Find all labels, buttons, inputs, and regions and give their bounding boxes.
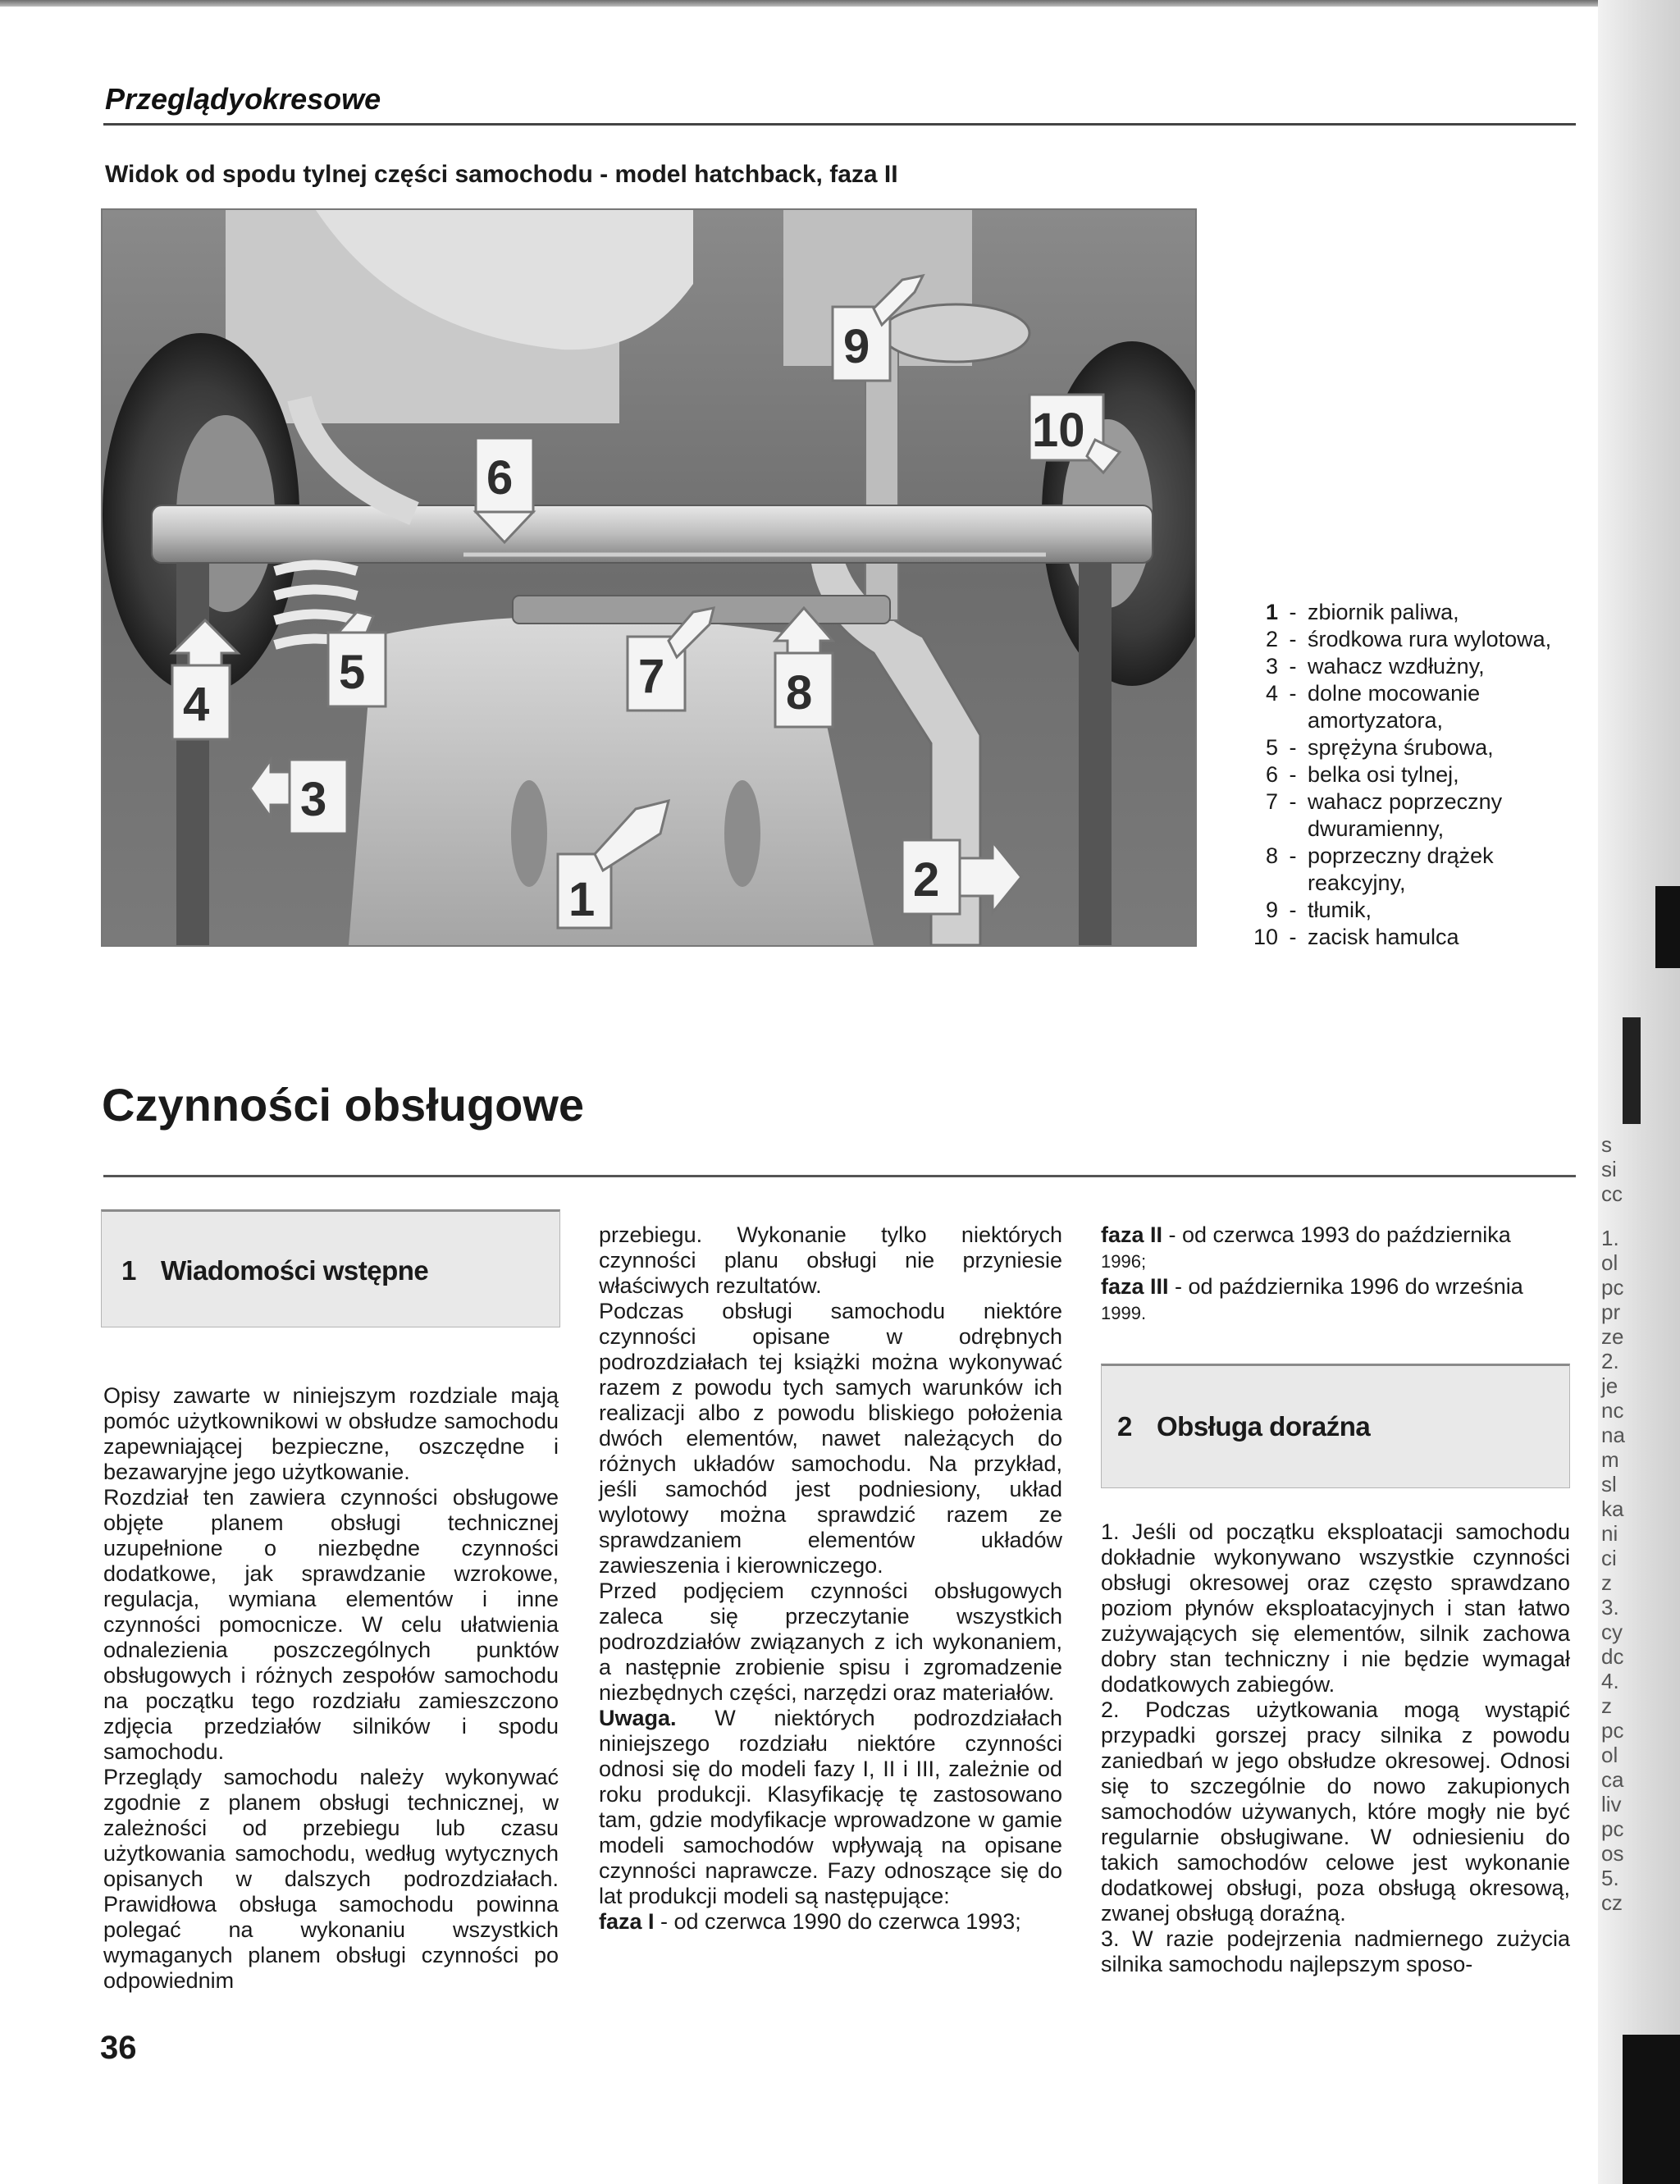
adjacent-page-edge (1598, 0, 1680, 2184)
adjacent-text: pc (1601, 1275, 1624, 1300)
legend-text-continued: dwuramienny, (1308, 816, 1445, 841)
column-1 (103, 1383, 559, 1994)
adjacent-heading-mark (1623, 1017, 1641, 1075)
adjacent-text: ka (1601, 1496, 1624, 1521)
legend-text: wahacz wzdłużny, (1308, 654, 1485, 679)
paragraph: 2. Podczas użytkowania mogą wystąpić przypadki gorszej pracy silnika z powodu zaniedbań w jego obsłudze okresowej. Odnosi się to szczególnie do nowo zakupionych samochodów używanych, które mogły nie być regularnie obsługiwane. W odniesieniu do takich samochodów celowe jest wykonanie dodatkowej obsługi, poza obsługą okresową, zwanej obsługą doraźną. (1101, 1697, 1570, 1926)
legend-number: 9 (1265, 898, 1278, 922)
legend-text: wahacz poprzeczny (1308, 789, 1503, 814)
note-label: Uwaga. (599, 1706, 677, 1730)
phase-2-line (1101, 1222, 1570, 1274)
legend-text-continued: reakcyjny, (1308, 870, 1406, 895)
legend-dash: - (1289, 898, 1297, 922)
legend-number: 7 (1265, 789, 1278, 814)
adjacent-text: 1. (1601, 1226, 1619, 1250)
legend-item (1244, 761, 1596, 788)
phase-3-line (1101, 1274, 1570, 1326)
adjacent-text: ze (1601, 1324, 1624, 1349)
adjacent-text: 3. (1601, 1595, 1619, 1620)
adjacent-text: pc (1601, 1816, 1624, 1841)
legend-dash: - (1289, 925, 1297, 949)
svg-text:6: 6 (486, 451, 514, 505)
adjacent-text: liv (1601, 1792, 1622, 1816)
svg-text:4: 4 (183, 678, 210, 731)
legend-text: zacisk hamulca (1308, 925, 1459, 949)
legend-number: 8 (1265, 843, 1278, 868)
legend-number: 4 (1265, 681, 1278, 706)
adjacent-text: z (1601, 1570, 1612, 1595)
legend-dash: - (1289, 735, 1297, 760)
phase-3-label: faza III (1101, 1274, 1169, 1299)
section-title: Czynności obsługowe (102, 1079, 585, 1131)
column-2 (599, 1222, 1062, 1935)
legend-dash: - (1289, 654, 1297, 679)
paragraph: 3. W razie podejrzenia nadmiernego zużycia silnika samochodu najlepszym sposo- (1101, 1926, 1570, 1976)
adjacent-text: ni (1601, 1521, 1618, 1546)
legend-item (1244, 897, 1596, 924)
legend-text: belka osi tylnej, (1308, 762, 1459, 787)
legend-dash: - (1289, 843, 1297, 868)
adjacent-text: m (1601, 1447, 1619, 1472)
adjacent-dark-strip (1623, 2035, 1680, 2184)
subsection-1-title: Wiadomości wstępne (161, 1255, 429, 1286)
subsection-2-number: 2 (1117, 1411, 1132, 1442)
paragraph: Rozdział ten zawiera czynności obsługowe objęte planem obsługi technicznej uzupełnione o niezbędne czynności dodatkowe, jak sprawdzanie wzrokowe, regulacja, wymiana elementów i inne czynności pomocnicze. W celu ułatwienia odnalezienia poszczególnych punktów obsługowych i różnych zespołów samochodu na początku tego rozdziału zamieszczono zdjęcia przedziałów silników i spodu samochodu. (103, 1485, 559, 1764)
svg-text:7: 7 (638, 650, 665, 703)
column-3 (1101, 1222, 1570, 1326)
figure-legend (1244, 599, 1596, 951)
adjacent-text: 5. (1601, 1866, 1619, 1890)
paragraph: 1. Jeśli od początku eksploatacji samochodu dokładnie wykonywano wszystkie czynności obsługi okresowej oraz często sprawdzano poziom płynów eksploatacyjnych i stan łatwo zużywających się elementów, silnik zachowa dobry stan techniczny i nie będzie wymagał dodatkowych zabiegów. (1101, 1519, 1570, 1697)
adjacent-text: na (1601, 1423, 1625, 1447)
paragraph: Podczas obsługi samochodu niektóre czynności opisane w odrębnych podrozdziałach tej książki można wykonywać razem z powodu tych samych warunków ich realizacji albo z powodu bliskiego położenia dwóch elementów, nawet należących do różnych układów samochodu. Na przykład, jeśli samochód jest podniesiony, układ wylotowy można sprawdzić razem ze sprawdzaniem elementów układów zawieszenia i kierowniczego. (599, 1299, 1062, 1578)
phase-1-text: - od czerwca 1990 do czerwca 1993; (654, 1909, 1021, 1934)
legend-number: 2 (1265, 627, 1278, 651)
underbody-photo (101, 208, 1197, 947)
adjacent-text: cc (1601, 1181, 1623, 1206)
section-rule (103, 1175, 1576, 1177)
legend-item (1244, 788, 1596, 816)
column-3-body (1101, 1519, 1570, 1977)
page-number: 36 (100, 2030, 137, 2066)
phase-2-year: 1996; (1101, 1251, 1147, 1272)
svg-text:8: 8 (786, 666, 813, 720)
running-header: Przeglądyokresowe (105, 82, 381, 116)
legend-text: środkowa rura wylotowa, (1308, 627, 1552, 651)
paragraph: Opisy zawarte w niniejszym rozdziale mają pomóc użytkownikowi w obsłudze samochodu zapewniającej bezpieczne, oszczędne i bezawaryjne jego użytkowanie. (103, 1383, 559, 1484)
legend-dash: - (1289, 627, 1297, 651)
adjacent-text: z (1601, 1693, 1612, 1718)
adjacent-text: je (1601, 1373, 1618, 1398)
legend-item (1244, 599, 1596, 626)
adjacent-text: pr (1601, 1300, 1621, 1324)
legend-item (1244, 626, 1596, 653)
page-top-edge (0, 0, 1680, 7)
legend-number: 6 (1265, 762, 1278, 787)
adjacent-text: nc (1601, 1398, 1624, 1423)
legend-number: 3 (1265, 654, 1278, 679)
adjacent-text: si (1601, 1157, 1617, 1181)
adjacent-text: cy (1601, 1620, 1623, 1644)
adjacent-dark-strip (1655, 886, 1680, 968)
adjacent-text: ol (1601, 1250, 1618, 1275)
adjacent-text: 2. (1601, 1349, 1619, 1373)
header-rule (103, 123, 1576, 126)
legend-dash: - (1289, 600, 1297, 624)
note-paragraph (599, 1706, 1062, 1909)
adjacent-text: ca (1601, 1767, 1624, 1792)
legend-dash: - (1289, 789, 1297, 814)
figure-caption: Widok od spodu tylnej części samochodu - model hatchback, faza II (105, 161, 898, 188)
legend-text: dolne mocowanie (1308, 681, 1481, 706)
legend-text: sprężyna śrubowa, (1308, 735, 1494, 760)
svg-text:5: 5 (339, 646, 366, 699)
legend-item (1244, 924, 1596, 951)
paragraph: przebiegu. Wykonanie tylko niektórych czynności planu obsługi nie przyniesie właściwych rezultatów. (599, 1222, 1062, 1298)
adjacent-text: dc (1601, 1644, 1624, 1669)
svg-text:1: 1 (568, 873, 596, 926)
phase-2-label: faza II (1101, 1222, 1163, 1247)
legend-number: 5 (1265, 735, 1278, 760)
adjacent-heading-mark (1623, 1075, 1641, 1124)
phase-2-text: - od czerwca 1993 do października (1162, 1222, 1511, 1247)
legend-number: 1 (1265, 600, 1278, 624)
svg-text:2: 2 (913, 853, 940, 907)
svg-text:10: 10 (1032, 404, 1085, 457)
phase-3-text: - od października 1996 do września (1168, 1274, 1523, 1299)
paragraph: Przeglądy samochodu należy wykonywać zgodnie z planem obsługi technicznej, w zależności od przebiegu lub czasu użytkowania samochodu, według wytycznych opisanych w dalszych podrozdziałach. Prawidłowa obsługa samochodu powinna polegać na wykonaniu wszystkich wymaganych planem obsługi czynności po odpowiednim (103, 1765, 559, 1993)
adjacent-text: os (1601, 1841, 1624, 1866)
adjacent-text: cz (1601, 1890, 1623, 1915)
legend-item (1244, 734, 1596, 761)
adjacent-text: ci (1601, 1546, 1617, 1570)
legend-item (1244, 843, 1596, 870)
legend-text-continued: amortyzatora, (1308, 708, 1444, 733)
legend-item (1244, 653, 1596, 680)
phase-1-label: faza I (599, 1909, 655, 1934)
adjacent-text: s (1601, 1132, 1612, 1157)
legend-number: 10 (1253, 925, 1278, 949)
adjacent-text: ol (1601, 1743, 1618, 1767)
phase-3-year: 1999. (1101, 1303, 1147, 1323)
legend-text: tłumik, (1308, 898, 1372, 922)
subsection-1-number: 1 (121, 1255, 136, 1286)
adjacent-text: 4. (1601, 1669, 1619, 1693)
phase-1-line (599, 1909, 1062, 1935)
svg-text:9: 9 (843, 320, 870, 373)
note-text: W niektórych podrozdziałach niniejszego rozdziału niektóre czynności odnosi się do modeli fazy I, II i III, zależnie od roku produkcji. Klasyfikację tę zastosowano tam, gdzie modyfikacje wprowadzone w gamie modeli samochodów wpływają na opisane czynności naprawcze. Fazy odnoszące się do lat produkcji modeli są następujące: (599, 1706, 1062, 1908)
adjacent-text: sl (1601, 1472, 1617, 1496)
legend-item (1244, 680, 1596, 707)
legend-text: zbiornik paliwa, (1308, 600, 1459, 624)
subsection-2-title: Obsługa doraźna (1157, 1411, 1371, 1442)
legend-text: poprzeczny drążek (1308, 843, 1494, 868)
svg-text:3: 3 (300, 773, 327, 826)
legend-dash: - (1289, 681, 1297, 706)
legend-dash: - (1289, 762, 1297, 787)
adjacent-text: pc (1601, 1718, 1624, 1743)
paragraph: Przed podjęciem czynności obsługowych zaleca się przeczytanie wszystkich podrozdziałów związanych z ich wykonaniem, a następnie zrobienie spisu i zgromadzenie niezbędnych części, narzędzi oraz materiałów. (599, 1579, 1062, 1705)
